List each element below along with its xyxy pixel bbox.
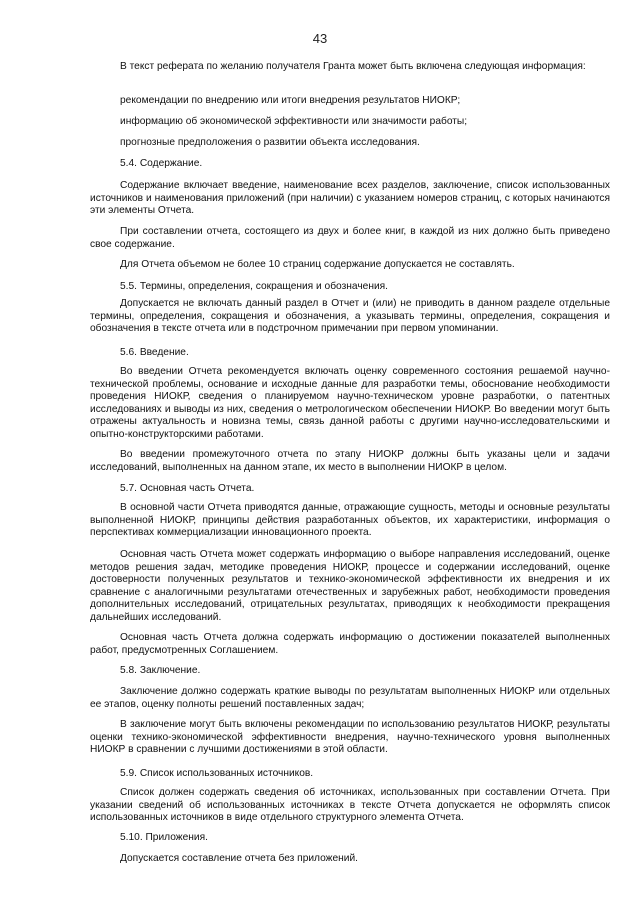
paragraph-text: Во введении промежуточного отчета по этапу НИОКР должны быть указаны цели и задачи исследований, выполненных на данном этапе, их место в выполнении НИОКР в целом. (90, 449, 610, 473)
paragraph (90, 719, 610, 757)
paragraph (90, 366, 610, 442)
paragraph-text: Допускается не включать данный раздел в Отчет и (или) не приводить в данном разделе отдельные термины, определения, сокращения и обозначения, а указывать термины, определения, сокращения и обозначения в тексте отчета или в подстрочном примечании при первом упоминании. (90, 298, 610, 335)
paragraph (90, 632, 610, 657)
paragraph (90, 502, 610, 540)
paragraph (90, 298, 610, 336)
section-heading: 5.4. Содержание. (120, 158, 203, 169)
list-item: информацию об экономической эффективности или значимости работы; (120, 116, 468, 127)
section-heading: 5.7. Основная часть Отчета. (120, 483, 255, 494)
paragraph-text: Заключение должно содержать краткие выводы по результатам выполненных НИОКР или отдельных ее этапов, оценку полноты решений поставленных задач; (90, 686, 610, 710)
paragraph (90, 787, 610, 825)
paragraph (90, 61, 610, 74)
paragraph (90, 449, 610, 474)
paragraph: Для Отчета объемом не более 10 страниц содержание допускается не составлять. (120, 259, 515, 270)
list-item: прогнозные предположения о развитии объекта исследования. (120, 137, 420, 148)
paragraph-text: Основная часть Отчета может содержать информацию о выборе направления исследований, оценке методов решения задач, методике проведения НИОКР, процессе и содержании исследований, оценке достоверности полученных результатов и технико-экономической эффективности их внедрения и их сравнение с аналогичными результатами отечественных и зарубежных работ, необходимости проведения дополнительных исследований, отрицательных результатах, приводящих к необходимости прекращения дальнейших исследований. (90, 549, 610, 623)
paragraph-text: Основная часть Отчета должна содержать информацию о достижении показателей выполненных работ, предусмотренных Соглашением. (90, 632, 610, 656)
paragraph-text: В основной части Отчета приводятся данные, отражающие сущность, методы и основные результаты выполненной НИОКР, принципы действия разработанных объектов, их характеристики, информация о перспективах коммерциализации инновационного проекта. (90, 502, 610, 539)
list-item: рекомендации по внедрению или итоги внедрения результатов НИОКР; (120, 95, 461, 106)
section-heading: 5.6. Введение. (120, 347, 189, 358)
paragraph (90, 180, 610, 218)
section-heading: 5.5. Термины, определения, сокращения и обозначения. (120, 281, 388, 292)
paragraph-text: В текст реферата по желанию получателя Гранта может быть включена следующая информация: (120, 61, 586, 72)
paragraph (90, 686, 610, 711)
paragraph-text: Список должен содержать сведения об источниках, использованных при составлении Отчета. При указании сведений об использованных источниках в тексте Отчета допускается не оформлять список использованных источников в виде отдельного структурного элемента Отчета. (90, 787, 610, 824)
section-heading: 5.8. Заключение. (120, 665, 201, 676)
paragraph-text: Во введении Отчета рекомендуется включать оценку современного состояния решаемой научно-технической проблемы, основание и исходные данные для разработки темы, обоснование необходимости проведения НИОКР, сведения о планируемом научно-техническом уровне разработки, о патентных исследованиях и выводы из них, сведения о метрологическом обеспечении НИОКР. Во введении могут быть отражены актуальность и новизна темы, связь данной работы с другими научно-исследовательскими и опытно-конструкторскими работами. (90, 366, 610, 440)
paragraph: Допускается составление отчета без приложений. (120, 853, 358, 864)
paragraph (90, 549, 610, 625)
page-number: 43 (312, 31, 328, 46)
paragraph-text: Содержание включает введение, наименование всех разделов, заключение, список использованных источников и наименования приложений (при наличии) с указанием номеров страниц, с которых начинаются эти элементы Отчета. (90, 180, 610, 217)
section-heading: 5.9. Список использованных источников. (120, 768, 314, 779)
paragraph (90, 226, 610, 251)
section-heading: 5.10. Приложения. (120, 832, 208, 843)
paragraph-text: При составлении отчета, состоящего из двух и более книг, в каждой из них должно быть приведено свое содержание. (90, 226, 610, 250)
paragraph-text: В заключение могут быть включены рекомендации по использованию результатов НИОКР, результаты оценки технико-экономической эффективности внедрения, научно-технического уровня выполненных НИОКР в сравнении с лучшими достижениями в этой области. (90, 719, 610, 756)
